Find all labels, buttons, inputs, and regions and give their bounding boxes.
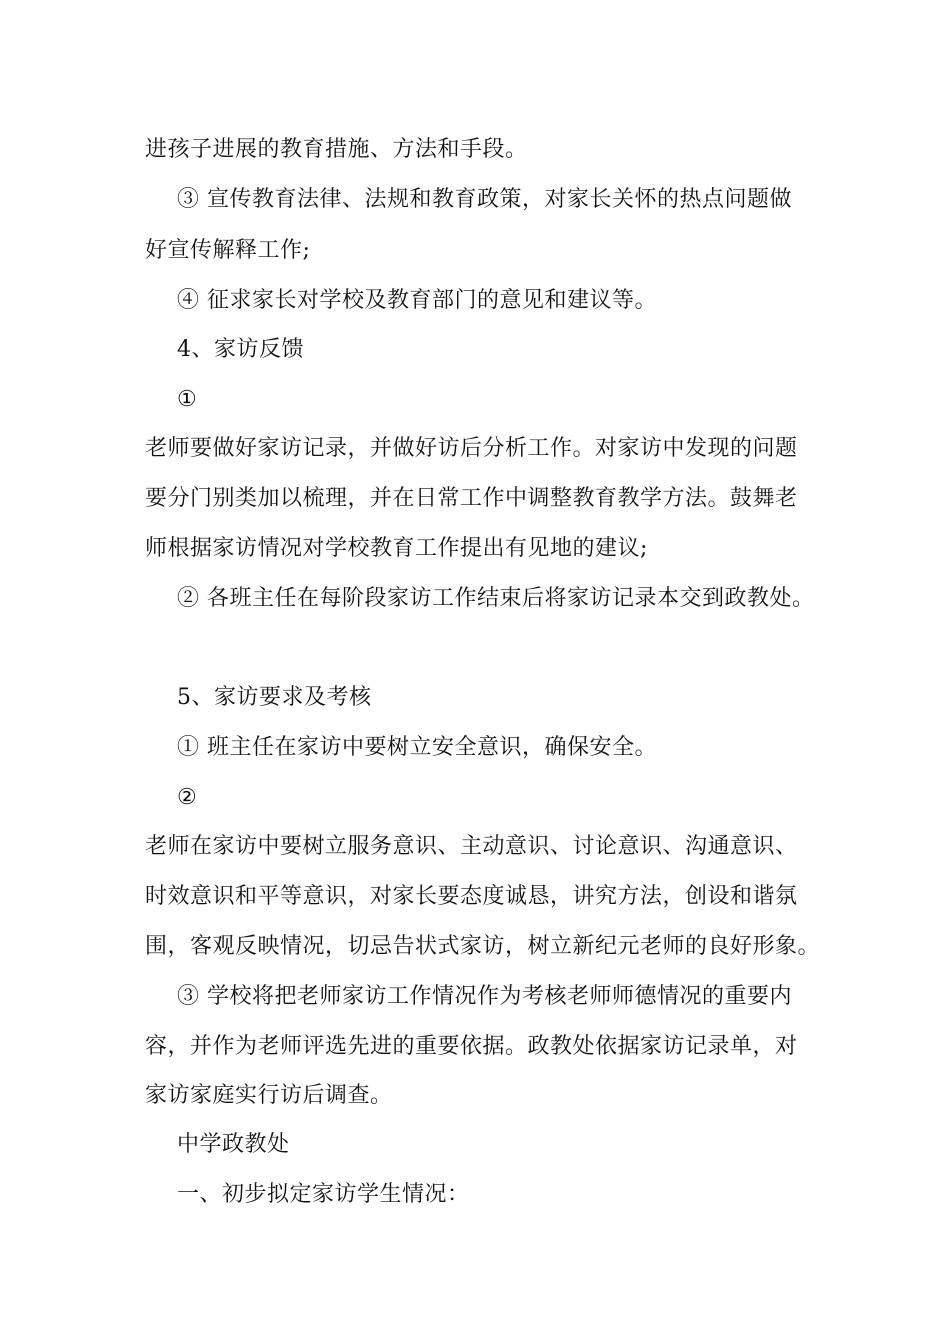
text-line: 要分门别类加以梳理，并在日常工作中调整教育教学方法。鼓舞老	[145, 486, 798, 511]
text-line: 进孩子进展的教育措施、方法和手段。	[145, 137, 528, 162]
text-line: 老师要做好家访记录，并做好访后分析工作。对家访中发现的问题	[145, 436, 798, 461]
section-heading: 一、初步拟定家访学生情况：	[177, 1182, 470, 1207]
text-line: 师根据家访情况对学校教育工作提出有见地的建议;	[145, 536, 648, 561]
text-line: ③ 学校将把老师家访工作情况作为考核老师师德情况的重要内	[177, 984, 792, 1009]
text-line: 好宣传解释工作;	[145, 238, 311, 263]
section-heading: 4、家访反馈	[177, 337, 304, 362]
text-line: ①	[177, 387, 198, 412]
text-line: 围，客观反映情况，切忌告状式家访，树立新纪元老师的良好形象。	[145, 934, 821, 959]
text-line: 时效意识和平等意识，对家长要态度诚恳，讲究方法，创设和谐氛	[145, 884, 798, 909]
text-line: ④ 征求家长对学校及教育部门的意见和建议等。	[177, 288, 657, 313]
text-line: 老师在家访中要树立服务意识、主动意识、讨论意识、沟通意识、	[145, 834, 798, 859]
text-line: ②	[177, 785, 198, 810]
text-line: ① 班主任在家访中要树立安全意识，确保安全。	[177, 735, 657, 760]
text-line: ② 各班主任在每阶段家访工作结束后将家访记录本交到政教处。	[177, 586, 815, 611]
text-line: 容，并作为老师评选先进的重要依据。政教处依据家访记录单，对	[145, 1034, 798, 1059]
text-line: 家访家庭实行访后调查。	[145, 1083, 393, 1108]
text-line: ③ 宣传教育法律、法规和教育政策，对家长关怀的热点问题做	[177, 187, 792, 212]
section-heading: 5、家访要求及考核	[177, 685, 372, 710]
signature-line: 中学政教处	[177, 1132, 290, 1157]
